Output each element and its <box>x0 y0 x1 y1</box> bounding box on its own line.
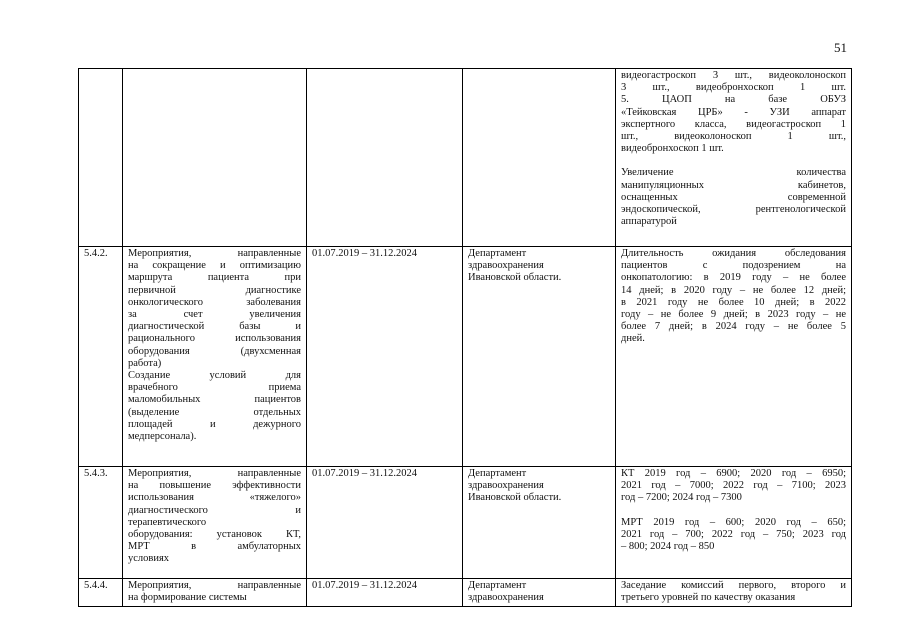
text-line: на формирование системы <box>128 592 247 604</box>
text-line: манипуляционных кабинетов, <box>621 179 846 191</box>
text-line: Ивановской области. <box>468 272 562 284</box>
text-line: году – не более 9 дней; в 2023 году – не <box>621 309 846 321</box>
measures-table <box>78 68 852 607</box>
executor-cell <box>463 579 616 607</box>
text-line: Создание условий для <box>128 370 301 382</box>
text-line: работа) <box>128 357 162 369</box>
executor-cell <box>463 247 616 467</box>
text-line: Увеличение количества <box>621 167 846 179</box>
text-line: медперсонала). <box>128 431 197 443</box>
text-line: Департамент <box>468 580 527 591</box>
activity-cell <box>123 579 307 607</box>
text-line: видеогастроскоп 3 шт., видеоколоноскоп <box>621 70 846 81</box>
text-line: маршрута пациента при <box>128 272 301 284</box>
result-cell <box>616 69 852 247</box>
text-line: оборудования (двухсменная <box>128 345 301 357</box>
executor-cell <box>463 467 616 579</box>
text-line: на сокращение и оптимизацию <box>128 260 301 272</box>
text-line: врачебного приема <box>128 382 301 394</box>
text-line: МРТ 2019 год – 600; 2020 год – 650; <box>621 516 846 528</box>
item-number: 5.4.4. <box>79 579 123 607</box>
activity-cell <box>123 247 307 467</box>
text-line: Департамент <box>468 248 527 259</box>
item-number <box>79 69 123 247</box>
text-line: площадей и дежурного <box>128 418 301 430</box>
text-line: аппаратурой <box>621 216 677 228</box>
result-cell <box>616 467 852 579</box>
text-line: рационального использования <box>128 333 301 345</box>
text-line: здравоохранения <box>468 480 544 492</box>
activity-cell <box>123 69 307 247</box>
text-line: диагностического и <box>128 504 301 516</box>
blank-line <box>621 155 846 167</box>
executor-cell <box>463 69 616 247</box>
text-line: 14 дней; в 2020 году – не более 12 дней; <box>621 284 846 296</box>
text-line: 2021 год – 7000; 2022 год – 7100; 2023 <box>621 480 846 492</box>
text-line: МРТ в амбулаторных <box>128 541 301 553</box>
text-line: оборудования: установок КТ, <box>128 529 301 541</box>
text-line: – 800; 2024 год – 850 <box>621 541 715 553</box>
table-row <box>79 579 852 607</box>
text-line: видеобронхоскоп 1 шт. <box>621 143 724 155</box>
result-cell <box>616 247 852 467</box>
text-line: Ивановской области. <box>468 492 562 504</box>
text-line: здравоохранения <box>468 260 544 272</box>
text-line: онкологического заболевания <box>128 296 301 308</box>
text-line: использования «тяжелого» <box>128 492 301 504</box>
page-number: 51 <box>834 40 847 55</box>
text-line: Мероприятия, направленные <box>128 248 301 259</box>
text-line: терапевтического <box>128 516 207 528</box>
text-line: 2021 год – 700; 2022 год – 750; 2023 год <box>621 528 846 540</box>
period-cell: 01.07.2019 – 31.12.2024 <box>307 579 463 607</box>
text-line: условиях <box>128 553 170 565</box>
text-line: Мероприятия, направленные <box>128 468 301 479</box>
text-line: дней. <box>621 333 645 345</box>
text-line: здравоохранения <box>468 592 544 604</box>
text-line: эндоскопической, рентгенологической <box>621 204 846 216</box>
text-line: диагностической базы и <box>128 321 301 333</box>
text-line: (выделение отдельных <box>128 406 301 418</box>
text-line: экспертного класса, видеогастроскоп 1 <box>621 118 846 130</box>
text-line: пациентов с подозрением на <box>621 260 846 272</box>
text-line: Департамент <box>468 468 527 479</box>
table-row <box>79 247 852 467</box>
text-line: 5. ЦАОП на базе ОБУЗ <box>621 94 846 106</box>
item-number: 5.4.2. <box>79 247 123 467</box>
text-line: в 2021 году не более 10 дней; в 2022 <box>621 296 846 308</box>
text-line: Длительность ожидания обследования <box>621 248 846 259</box>
text-line: «Тейковская ЦРБ» - УЗИ аппарат <box>621 106 846 118</box>
text-line: первичной диагностике <box>128 284 301 296</box>
text-line: 3 шт., видеобронхоскоп 1 шт. <box>621 82 846 94</box>
result-cell <box>616 579 852 607</box>
text-line: Мероприятия, направленные <box>128 580 301 591</box>
text-line: более 7 дней; в 2024 году – не более 5 <box>621 321 846 333</box>
period-cell <box>307 69 463 247</box>
text-line: КТ 2019 год – 6900; 2020 год – 6950; <box>621 468 846 479</box>
text-line: маломобильных пациентов <box>128 394 301 406</box>
blank-line <box>621 505 846 517</box>
table-row <box>79 69 852 247</box>
text-line: шт., видеоколоноскоп 1 шт., <box>621 131 846 143</box>
text-line: за счет увеличения <box>128 309 301 321</box>
activity-cell <box>123 467 307 579</box>
text-line: третьего уровней по качеству оказания <box>621 592 796 604</box>
text-line: оснащенных современной <box>621 191 846 203</box>
period-cell: 01.07.2019 – 31.12.2024 <box>307 467 463 579</box>
item-number: 5.4.3. <box>79 467 123 579</box>
period-cell: 01.07.2019 – 31.12.2024 <box>307 247 463 467</box>
text-line: Заседание комиссий первого, второго и <box>621 580 846 591</box>
text-line: онкопатологию: в 2019 году – не более <box>621 272 846 284</box>
text-line: год – 7200; 2024 год – 7300 <box>621 492 742 504</box>
text-line: на повышение эффективности <box>128 480 301 492</box>
table-row <box>79 467 852 579</box>
